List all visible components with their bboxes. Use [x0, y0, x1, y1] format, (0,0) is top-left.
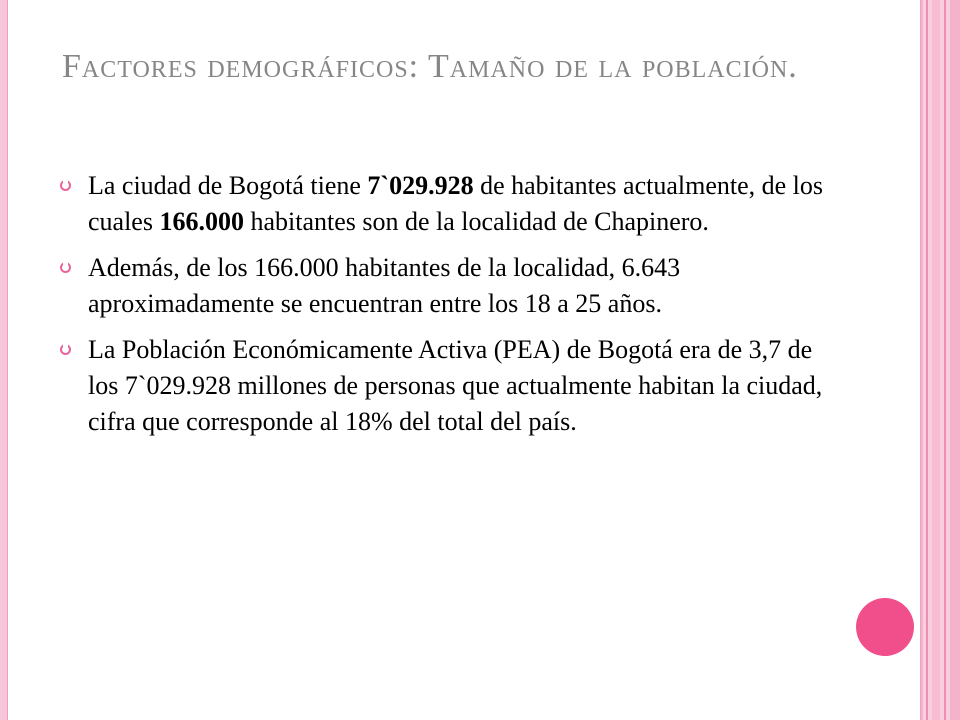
bullet-item-1 [58, 168, 848, 240]
bullet-marker-icon [60, 344, 71, 355]
bullet-marker-icon [60, 262, 71, 273]
decorative-circle [856, 598, 914, 656]
title-part-2: Tamaño de la población. [428, 47, 798, 85]
bullet-marker-icon [60, 180, 71, 191]
bullet-item-3 [58, 332, 848, 440]
bullet-bold-value: 7`029.928 [367, 171, 474, 200]
stripe [926, 0, 928, 720]
stripe [950, 0, 960, 720]
bullet-text: de habitantes actualmente, de los cuales [88, 171, 824, 236]
right-stripe-decoration [920, 0, 960, 720]
bullet-text: La Población Económicamente Activa (PEA) de Bogotá era de 3,7 de los 7`029.928 millones de personas que actualmente habitan la ciudad, cifra que corresponde al 18% del total del país. [88, 335, 823, 436]
bullet-item-2 [58, 250, 848, 322]
stripe [944, 0, 946, 720]
bullet-bold-value: 166.000 [159, 207, 244, 236]
slide-title [62, 41, 882, 93]
bullet-text: Además, de los 166.000 habitantes de la localidad, 6.643 aproximadamente se encuentran entre los 18 a 25 años. [88, 253, 681, 318]
title-part-1: Factores demográficos: [62, 47, 429, 85]
bullet-text: habitantes son de la localidad de Chapinero. [243, 207, 709, 236]
bullet-text: La ciudad de Bogotá tiene [88, 171, 368, 200]
stripe [932, 0, 940, 720]
left-border [0, 0, 8, 720]
bullet-list [58, 168, 848, 450]
divider-line [920, 0, 921, 720]
